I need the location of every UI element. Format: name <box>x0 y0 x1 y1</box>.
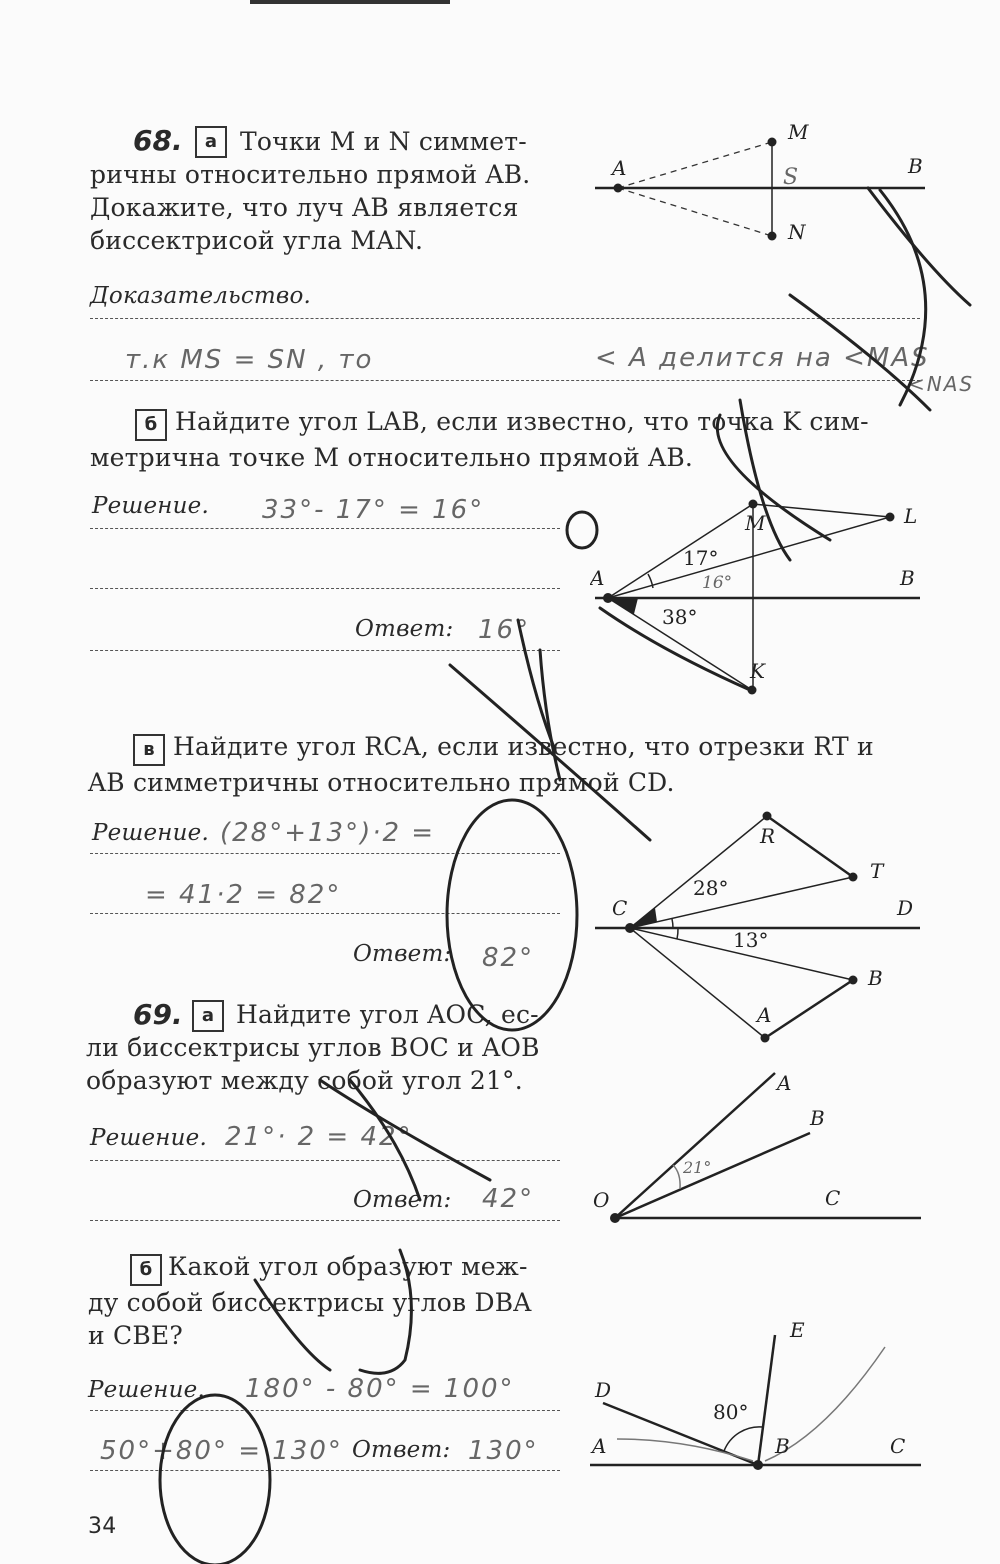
text-line: AB симметричны относительно прямой CD. <box>88 768 675 797</box>
segment-ab <box>765 980 853 1038</box>
label-a: A <box>757 1003 772 1027</box>
solution-label: Решение. <box>90 1125 207 1151</box>
label-d: D <box>595 1378 612 1402</box>
segment-rt <box>767 816 853 877</box>
point-m <box>768 138 777 147</box>
handwriting: 50°+80° = 130° <box>100 1436 343 1466</box>
handwriting: 42° <box>482 1184 535 1214</box>
label-k: K <box>750 659 765 683</box>
label-b: B <box>900 566 915 590</box>
angle-wedge <box>630 908 657 928</box>
point-l <box>886 513 895 522</box>
figure-68a <box>590 115 940 255</box>
text-line: Найдите угол AOC, ес- <box>236 1000 539 1029</box>
text-line: биссектрисой угла MAN. <box>90 226 424 255</box>
ray-oa <box>615 1073 775 1218</box>
part-marker-69a: а <box>192 1000 224 1032</box>
proof-label: Доказательство. <box>90 283 312 309</box>
answer-line <box>90 588 560 589</box>
handwriting: 82° <box>482 943 535 973</box>
angle-hand: 21° <box>683 1158 712 1177</box>
problem-69b-text <box>88 1250 558 1352</box>
solution-label: Решение. <box>88 1377 205 1403</box>
segment-ml <box>753 504 890 517</box>
segment-cr <box>630 816 767 928</box>
handwriting: т.к MS = SN , то <box>125 345 374 375</box>
label-o: O <box>593 1188 610 1212</box>
problem-number-69: 69. <box>133 998 183 1031</box>
label-e: E <box>790 1318 805 1342</box>
answer-line <box>90 318 920 319</box>
answer-line <box>90 650 560 651</box>
segment-an <box>618 188 772 236</box>
label-c: C <box>825 1186 841 1210</box>
part-marker-68b: б <box>135 409 167 441</box>
handwriting: 130° <box>468 1436 539 1466</box>
answer-line <box>90 913 560 914</box>
ray-be <box>758 1335 775 1465</box>
text-line-content: Какой угол образуют меж- <box>168 1252 528 1281</box>
text-line: и CBE? <box>88 1321 183 1350</box>
point-c <box>625 923 635 933</box>
part-marker-68a: а <box>195 126 227 158</box>
handwriting: 33°- 17° = 16° <box>262 495 485 525</box>
text-line-content: Найдите угол RCA, если известно, что отрезки RT и <box>173 732 874 761</box>
label-a: A <box>590 566 605 590</box>
handwriting: < A делится на <MAS <box>595 343 930 373</box>
angle-label: 38° <box>662 605 698 629</box>
solution-label: Решение. <box>92 493 209 519</box>
answer-label: Ответ: <box>353 1187 452 1213</box>
figure-69a <box>585 1065 930 1235</box>
point-a <box>761 1034 770 1043</box>
label-t: T <box>870 859 884 883</box>
label-a: A <box>592 1434 607 1458</box>
handwriting: (28°+13°)·2 = <box>220 818 436 848</box>
angle-arc <box>677 928 678 939</box>
label-c: C <box>890 1434 906 1458</box>
angle-arc <box>672 919 673 928</box>
label-r: R <box>760 824 776 848</box>
label-n: N <box>788 220 806 244</box>
segment-ct <box>630 877 853 928</box>
text-line: метрична точке M относительно прямой AB. <box>90 443 694 472</box>
label-m: M <box>788 120 809 144</box>
top-rule <box>250 0 450 4</box>
handwriting: = 41·2 = 82° <box>145 880 342 910</box>
problem-69a-text <box>86 998 561 1097</box>
text-line <box>88 1250 558 1286</box>
label-c: C <box>612 896 628 920</box>
label-a: A <box>612 156 627 180</box>
text-line: ду собой биссектрисы углов DBA <box>88 1288 532 1317</box>
figure-68b <box>590 490 935 700</box>
point-n <box>768 232 777 241</box>
label-l: L <box>904 504 918 528</box>
point-b <box>753 1460 763 1470</box>
problem-68b-text <box>90 405 930 474</box>
answer-label: Ответ: <box>353 941 452 967</box>
segment-am <box>618 142 772 188</box>
text-line: ли биссектрисы углов BOC и AOB <box>86 1033 540 1062</box>
solution-label: Решение. <box>92 820 209 846</box>
label-b: B <box>908 154 923 178</box>
angle-label: 80° <box>713 1400 749 1424</box>
pen-circle <box>447 800 577 1030</box>
point-t <box>849 873 858 882</box>
text-line: Докажите, что луч AB является <box>90 193 519 222</box>
angle-label: 13° <box>733 928 769 952</box>
label-a: A <box>777 1071 792 1095</box>
answer-line <box>90 380 920 381</box>
answer-line <box>90 528 560 529</box>
pen-circle <box>160 1395 270 1564</box>
label-b: B <box>810 1106 825 1130</box>
label-d: D <box>897 896 914 920</box>
answer-line <box>90 1470 560 1471</box>
problem-number-68: 68. <box>133 124 183 157</box>
handwriting: 21°· 2 = 42° <box>225 1122 413 1152</box>
label-b: B <box>868 966 883 990</box>
answer-line <box>90 1160 560 1161</box>
handwriting: 180° - 80° = 100° <box>245 1374 515 1404</box>
point-k <box>748 686 757 695</box>
point-a <box>603 593 613 603</box>
answer-line <box>90 1410 560 1411</box>
part-marker-69b: б <box>130 1254 162 1286</box>
text-line <box>90 405 930 441</box>
text-line <box>88 730 933 766</box>
angle-hand: 16° <box>702 573 733 593</box>
angle-label: 28° <box>693 876 729 900</box>
text-line: образуют между собой угол 21°. <box>86 1066 523 1095</box>
answer-label: Ответ: <box>352 1437 451 1463</box>
text-line-content: Найдите угол LAB, если известно, что точка K сим- <box>175 407 869 436</box>
label-b: B <box>775 1434 790 1458</box>
label-s-hand: S <box>783 165 799 190</box>
figure-68c <box>595 800 935 1050</box>
answer-line <box>90 1220 560 1221</box>
angle-wedge <box>608 598 638 614</box>
text-line: Точки M и N симмет- <box>240 127 527 156</box>
handwriting: 16° <box>478 615 531 645</box>
answer-line <box>90 853 560 854</box>
point-b <box>849 976 858 985</box>
label-m: M <box>745 511 766 535</box>
text-line: ричны относительно прямой AB. <box>90 160 531 189</box>
point-o <box>610 1213 620 1223</box>
angle-arc <box>673 1165 680 1189</box>
point-a <box>614 184 623 193</box>
angle-label: 17° <box>683 546 719 570</box>
problem-68c-text <box>88 730 933 799</box>
point-r <box>763 812 772 821</box>
figure-69b <box>585 1315 930 1480</box>
ray-ob <box>615 1133 810 1218</box>
handwriting: <NAS <box>908 372 975 396</box>
point-m <box>749 500 758 509</box>
angle-arc <box>724 1427 763 1451</box>
part-marker-68c: в <box>133 734 165 766</box>
page-number: 34 <box>88 1514 117 1539</box>
answer-label: Ответ: <box>355 616 454 642</box>
pencil-bisector <box>617 1439 753 1461</box>
problem-68a-text <box>90 125 560 257</box>
